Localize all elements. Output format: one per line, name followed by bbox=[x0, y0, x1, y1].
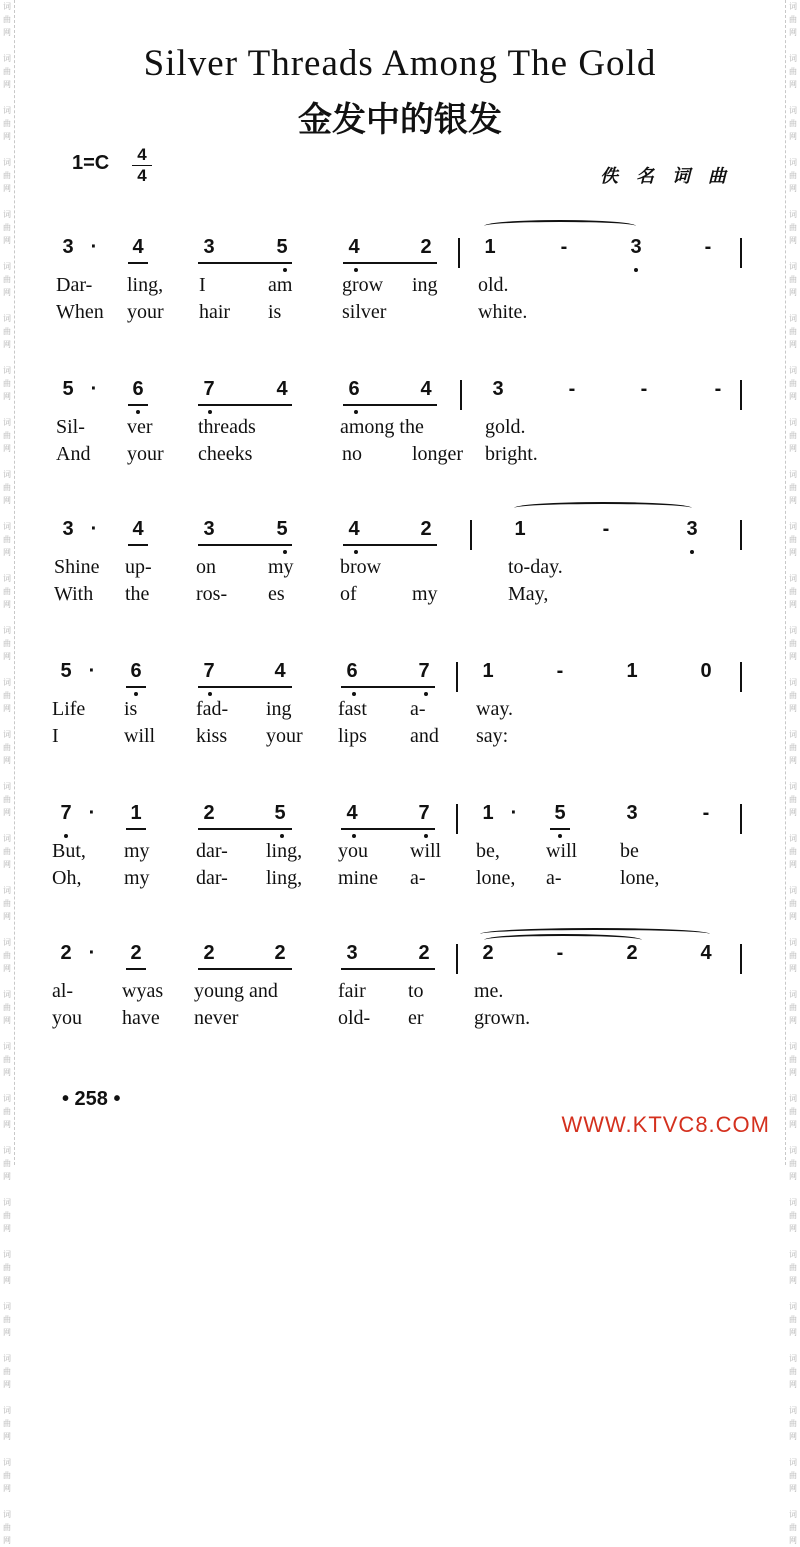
underline bbox=[341, 828, 435, 830]
note: 4 bbox=[348, 518, 360, 540]
lyric: ing bbox=[266, 698, 292, 720]
lyric: dar- bbox=[196, 840, 228, 862]
note-dot: · bbox=[88, 802, 96, 824]
lyric: say: bbox=[476, 725, 509, 747]
lyric: a- bbox=[546, 867, 562, 889]
lyric: up- bbox=[125, 556, 152, 578]
bar-line bbox=[456, 662, 458, 692]
note-dash: - bbox=[568, 378, 576, 400]
note: 5 bbox=[60, 660, 72, 682]
lyric: grow bbox=[342, 274, 384, 296]
note: 2 bbox=[203, 802, 215, 824]
note: 5 bbox=[274, 802, 286, 824]
lyric: wyas bbox=[122, 980, 164, 1002]
note: 3 bbox=[492, 378, 504, 400]
note: 4 bbox=[348, 236, 360, 258]
lyric: way. bbox=[476, 698, 514, 720]
lyric: fad- bbox=[196, 698, 229, 720]
note: 6 bbox=[130, 660, 142, 682]
lyric: But, bbox=[52, 840, 86, 862]
note: 1 bbox=[514, 518, 526, 540]
underline bbox=[128, 544, 148, 546]
lyric: With bbox=[54, 583, 94, 605]
underline bbox=[343, 262, 437, 264]
note: 0 bbox=[700, 660, 712, 682]
lyric: I bbox=[52, 725, 59, 747]
underline bbox=[550, 828, 570, 830]
lyric: young and bbox=[194, 980, 278, 1002]
song-title-english: Silver Threads Among The Gold bbox=[143, 43, 657, 84]
lyric: ver bbox=[127, 416, 153, 438]
low-dot bbox=[558, 834, 562, 838]
note: 3 bbox=[62, 236, 74, 258]
note: 5 bbox=[276, 236, 288, 258]
underline bbox=[128, 262, 148, 264]
note-dash: - bbox=[714, 378, 722, 400]
lyric: my bbox=[124, 840, 150, 862]
bar-line bbox=[740, 520, 742, 550]
bar-line bbox=[458, 238, 460, 268]
low-dot bbox=[690, 550, 694, 554]
lyric: ling, bbox=[127, 274, 164, 296]
music-system-2 bbox=[0, 378, 800, 508]
lyric: the bbox=[125, 583, 150, 605]
lyric: no bbox=[342, 443, 362, 465]
low-dot bbox=[634, 268, 638, 272]
underline bbox=[198, 404, 292, 406]
lyric: kiss bbox=[196, 725, 228, 747]
lyric: Dar- bbox=[56, 274, 93, 296]
note: 4 bbox=[132, 236, 144, 258]
note: 1 bbox=[130, 802, 142, 824]
note-dash: - bbox=[556, 942, 564, 964]
low-dot bbox=[283, 268, 287, 272]
lyric: longer bbox=[412, 443, 464, 465]
bar-line bbox=[460, 380, 462, 410]
lyric: am bbox=[268, 274, 293, 296]
underline bbox=[341, 968, 435, 970]
note-dash: - bbox=[602, 518, 610, 540]
note: 7 bbox=[418, 660, 430, 682]
low-dot bbox=[64, 834, 68, 838]
lyric: lone, bbox=[476, 867, 516, 889]
lyric: be, bbox=[476, 840, 500, 862]
note-dash: - bbox=[640, 378, 648, 400]
note-dot: · bbox=[88, 660, 96, 682]
note: 1 bbox=[626, 660, 638, 682]
low-dot bbox=[354, 410, 358, 414]
lyric: my bbox=[268, 556, 294, 578]
page-number: • 258 • bbox=[62, 1088, 121, 1110]
lyric: silver bbox=[342, 301, 387, 323]
lyric: lone, bbox=[620, 867, 660, 889]
watermark-left: 词 曲 网 词 曲 网 词 曲 网 词 曲 网 词 曲 网 词 曲 网 词 曲 网 词 曲 网 词 曲 网 词 曲 网 词 曲 网 词 曲 网 词 曲 网 词 曲 网 词 曲 网 词 曲 网 词 曲 网 词 曲 网 词 曲 网 词 曲 网 词 曲 网 词 曲 网 词 曲 网 词 曲 网 词 曲 网 词 曲 网 词 曲 网 词 曲 网 词 曲 网 词 曲 网 bbox=[0, 0, 15, 1165]
underline bbox=[198, 686, 292, 688]
low-dot bbox=[136, 410, 140, 414]
lyric: will bbox=[410, 840, 442, 862]
underline bbox=[126, 828, 146, 830]
note: 4 bbox=[132, 518, 144, 540]
underline bbox=[128, 404, 148, 406]
music-system-5 bbox=[0, 802, 800, 932]
low-dot bbox=[354, 268, 358, 272]
lyric: to bbox=[408, 980, 424, 1002]
lyric: ling, bbox=[266, 840, 303, 862]
underline bbox=[198, 828, 292, 830]
low-dot bbox=[352, 692, 356, 696]
note: 2 bbox=[418, 942, 430, 964]
note: 7 bbox=[203, 378, 215, 400]
lyric: never bbox=[194, 1007, 239, 1029]
bar-line bbox=[456, 944, 458, 974]
note: 2 bbox=[626, 942, 638, 964]
time-signature-bottom: 4 bbox=[132, 165, 152, 186]
lyric: you bbox=[52, 1007, 82, 1029]
lyric: es bbox=[268, 583, 285, 605]
underline bbox=[198, 968, 292, 970]
lyric: my bbox=[124, 867, 150, 889]
note: 7 bbox=[203, 660, 215, 682]
music-system-3 bbox=[0, 518, 800, 648]
key-signature: 1=C bbox=[72, 152, 110, 174]
lyric: fast bbox=[338, 698, 367, 720]
underline bbox=[343, 544, 437, 546]
note: 2 bbox=[60, 942, 72, 964]
note: 2 bbox=[203, 942, 215, 964]
lyric: is bbox=[124, 698, 138, 720]
lyric: is bbox=[268, 301, 282, 323]
lyric: have bbox=[122, 1007, 160, 1029]
note: 1 bbox=[484, 236, 496, 258]
underline bbox=[198, 262, 292, 264]
low-dot bbox=[424, 834, 428, 838]
lyric: be bbox=[620, 840, 639, 862]
bar-line bbox=[456, 804, 458, 834]
lyric: er bbox=[408, 1007, 424, 1029]
note: 6 bbox=[346, 660, 358, 682]
note-dot: · bbox=[88, 942, 96, 964]
lyric: old. bbox=[478, 274, 509, 296]
low-dot bbox=[354, 550, 358, 554]
lyric: Life bbox=[52, 698, 86, 720]
lyric: Shine bbox=[54, 556, 100, 578]
note: 3 bbox=[626, 802, 638, 824]
note-dash: - bbox=[702, 802, 710, 824]
lyric: white. bbox=[478, 301, 528, 323]
underline bbox=[198, 544, 292, 546]
note-dot: · bbox=[90, 518, 98, 540]
note: 3 bbox=[62, 518, 74, 540]
low-dot bbox=[208, 410, 212, 414]
note: 2 bbox=[420, 236, 432, 258]
bar-line bbox=[740, 662, 742, 692]
low-dot bbox=[352, 834, 356, 838]
lyric: threads bbox=[198, 416, 256, 438]
music-system-6 bbox=[0, 942, 800, 1072]
note: 3 bbox=[203, 518, 215, 540]
time-signature-top: 4 bbox=[137, 145, 147, 164]
note: 5 bbox=[554, 802, 566, 824]
lyric: old- bbox=[338, 1007, 371, 1029]
note: 3 bbox=[686, 518, 698, 540]
bar-line bbox=[740, 238, 742, 268]
music-system-4 bbox=[0, 660, 800, 790]
low-dot bbox=[283, 550, 287, 554]
note: 2 bbox=[274, 942, 286, 964]
lyric: gold. bbox=[485, 416, 526, 438]
lyric: a- bbox=[410, 698, 426, 720]
note: 4 bbox=[274, 660, 286, 682]
lyric: your bbox=[127, 443, 164, 465]
lyric: ling, bbox=[266, 867, 303, 889]
lyric: among the bbox=[340, 416, 424, 438]
lyric: al- bbox=[52, 980, 74, 1002]
underline bbox=[343, 404, 437, 406]
lyric: to-day. bbox=[508, 556, 563, 578]
note: 3 bbox=[346, 942, 358, 964]
lyric: Oh, bbox=[52, 867, 82, 889]
low-dot bbox=[208, 692, 212, 696]
lyric: And bbox=[56, 443, 91, 465]
watermark-right: 词 曲 网 词 曲 网 词 曲 网 词 曲 网 词 曲 网 词 曲 网 词 曲 网 词 曲 网 词 曲 网 词 曲 网 词 曲 网 词 曲 网 词 曲 网 词 曲 网 词 曲 网 词 曲 网 词 曲 网 词 曲 网 词 曲 网 词 曲 网 词 曲 网 词 曲 网 词 曲 网 词 曲 网 词 曲 网 词 曲 网 词 曲 网 词 曲 网 词 曲 网 词 曲 网 bbox=[785, 0, 800, 1165]
note-dot: · bbox=[90, 236, 98, 258]
lyric: cheeks bbox=[198, 443, 253, 465]
note: 4 bbox=[276, 378, 288, 400]
lyric: ing bbox=[412, 274, 438, 296]
lyric: your bbox=[127, 301, 164, 323]
lyric: will bbox=[546, 840, 578, 862]
note: 1 bbox=[482, 802, 494, 824]
lyric: hair bbox=[199, 301, 231, 323]
lyric: brow bbox=[340, 556, 382, 578]
author-credit: 佚名词曲 bbox=[600, 166, 744, 187]
note: 4 bbox=[420, 378, 432, 400]
lyric: you bbox=[338, 840, 368, 862]
note: 2 bbox=[420, 518, 432, 540]
lyric: and bbox=[410, 725, 439, 747]
underline bbox=[126, 686, 146, 688]
lyric: I bbox=[199, 274, 206, 296]
low-dot bbox=[280, 834, 284, 838]
bar-line bbox=[470, 520, 472, 550]
tie-arc bbox=[514, 502, 692, 514]
note: 1 bbox=[482, 660, 494, 682]
lyric: May, bbox=[508, 583, 549, 605]
note: 3 bbox=[203, 236, 215, 258]
note: 7 bbox=[418, 802, 430, 824]
lyric: my bbox=[412, 583, 438, 605]
lyric: ros- bbox=[196, 583, 228, 605]
low-dot bbox=[424, 692, 428, 696]
lyric: lips bbox=[338, 725, 367, 747]
note: 5 bbox=[62, 378, 74, 400]
site-watermark: WWW.KTVC8.COM bbox=[561, 1112, 770, 1137]
note: 6 bbox=[132, 378, 144, 400]
lyric: a- bbox=[410, 867, 426, 889]
underline bbox=[126, 968, 146, 970]
note: 4 bbox=[346, 802, 358, 824]
lyric: of bbox=[340, 583, 357, 605]
note-dash: - bbox=[560, 236, 568, 258]
underline bbox=[341, 686, 435, 688]
tie-arc bbox=[484, 934, 642, 946]
note: 2 bbox=[130, 942, 142, 964]
note-dot: · bbox=[90, 378, 98, 400]
time-signature bbox=[132, 145, 152, 186]
lyric: fair bbox=[338, 980, 366, 1002]
lyric: your bbox=[266, 725, 303, 747]
music-system-1 bbox=[0, 236, 800, 366]
lyric: mine bbox=[338, 867, 378, 889]
low-dot bbox=[134, 692, 138, 696]
bar-line bbox=[740, 380, 742, 410]
note: 2 bbox=[482, 942, 494, 964]
note: 5 bbox=[276, 518, 288, 540]
note-dot: · bbox=[510, 802, 518, 824]
lyric: Sil- bbox=[56, 416, 85, 438]
lyric: dar- bbox=[196, 867, 228, 889]
note: 7 bbox=[60, 802, 72, 824]
note: 3 bbox=[630, 236, 642, 258]
lyric: me. bbox=[474, 980, 504, 1002]
note-dash: - bbox=[704, 236, 712, 258]
lyric: grown. bbox=[474, 1007, 531, 1029]
tie-arc bbox=[484, 220, 636, 232]
lyric: bright. bbox=[485, 443, 538, 465]
note: 6 bbox=[348, 378, 360, 400]
note: 4 bbox=[700, 942, 712, 964]
note-dash: - bbox=[556, 660, 564, 682]
song-title-chinese: 金发中的银发 bbox=[298, 100, 502, 140]
bar-line bbox=[740, 944, 742, 974]
lyric: will bbox=[124, 725, 156, 747]
bar-line bbox=[740, 804, 742, 834]
lyric: on bbox=[196, 556, 216, 578]
lyric: When bbox=[56, 301, 104, 323]
